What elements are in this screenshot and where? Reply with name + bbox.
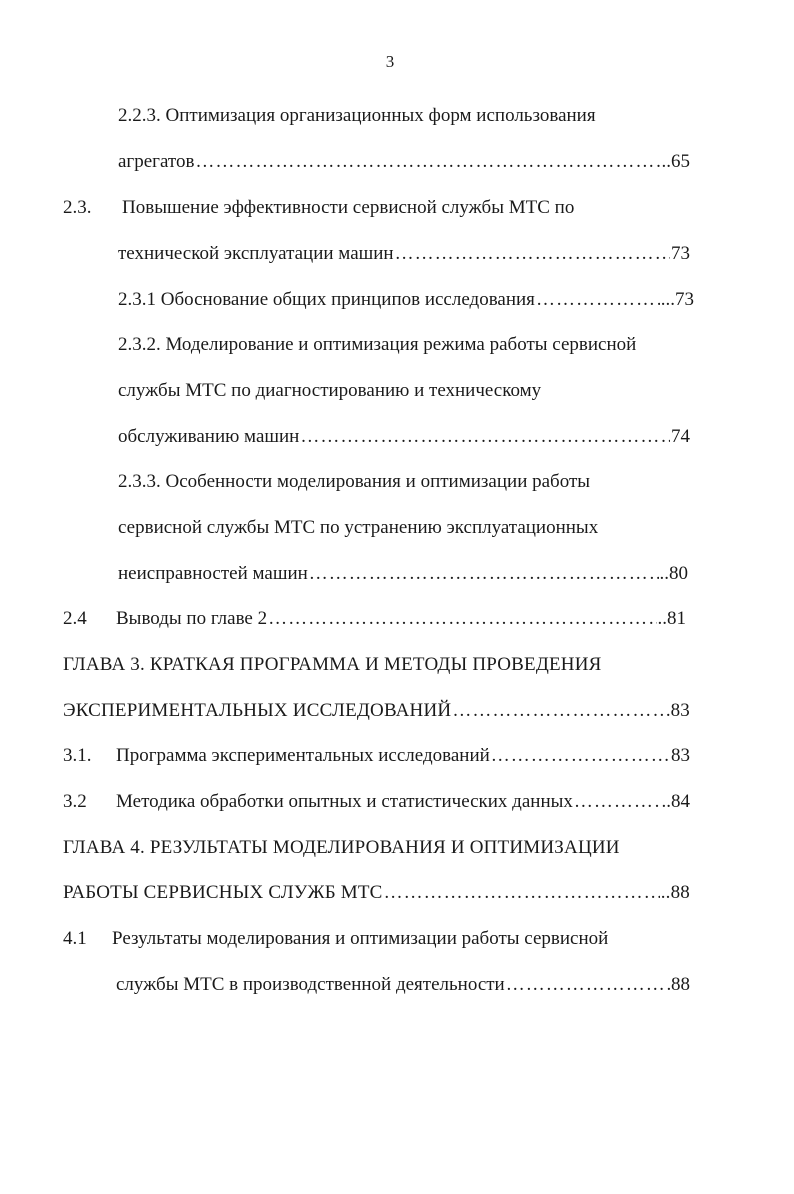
toc-entry-2-3-3-line3: неисправностей машин [118, 563, 308, 584]
toc-entry-3-2-page: ..84 [661, 791, 690, 812]
toc-chapter-3-line2: ЭКСПЕРИМЕНТАЛЬНЫХ ИССЛЕДОВАНИЙ [63, 700, 452, 721]
dot-leader [395, 242, 670, 266]
toc-entry-2-2-3-line2: агрегатов [118, 151, 195, 172]
dot-leader [195, 150, 660, 174]
toc-entry-3-1-number: 3.1. [63, 745, 92, 766]
toc-entry-2-3-2-page: 74 [671, 426, 690, 447]
toc-entry-2-3-2-leader [118, 425, 690, 449]
dot-leader [268, 607, 656, 631]
toc-entry-2-2-3-leader [118, 150, 690, 174]
dot-leader [300, 425, 670, 449]
toc-entry-2-3-2-line3: обслуживанию машин [118, 426, 300, 447]
toc-chapter-4-line1: ГЛАВА 4. РЕЗУЛЬТАТЫ МОДЕЛИРОВАНИЯ И ОПТИМИЗАЦИИ [63, 837, 620, 858]
toc-entry-4-1-page: 88 [671, 974, 690, 995]
toc-chapter-3-line1: ГЛАВА 3. КРАТКАЯ ПРОГРАММА И МЕТОДЫ ПРОВЕДЕНИЯ [63, 654, 602, 675]
dot-leader [452, 699, 669, 723]
toc-entry-2-3-2-line1: 2.3.2. Моделирование и оптимизация режима работы сервисной [118, 334, 637, 355]
dot-leader [309, 562, 659, 586]
toc-entry-2-3-leader [118, 242, 690, 266]
toc-entry-4-1-leader [116, 973, 690, 997]
dot-leader [491, 744, 670, 768]
toc-entry-3-1-leader [116, 744, 690, 768]
toc-chapter-4-page: ..88 [660, 882, 690, 903]
toc-entry-2-4-page: ..81 [657, 608, 686, 629]
toc-entry-2-2-3-line1: 2.2.3. Оптимизация организационных форм использования [118, 105, 596, 126]
toc-entry-3-1-page: 83 [671, 745, 690, 766]
toc-entry-2-4-leader [116, 607, 686, 631]
toc-entry-2-3-line2: технической эксплуатации машин [118, 243, 394, 264]
toc-entry-2-3-3-page: ..80 [659, 563, 688, 584]
toc-entry-3-2-leader [116, 790, 690, 814]
dot-leader [574, 790, 661, 814]
toc-chapter-3-leader [63, 699, 690, 723]
toc-entry-2-3-line1: Повышение эффективности сервисной службы МТС по [122, 197, 575, 218]
toc-entry-2-4-line1: Выводы по главе 2 [116, 608, 268, 629]
toc-entry-2-3-1-leader [118, 288, 694, 312]
toc-entry-2-3-number: 2.3. [63, 197, 92, 218]
toc-entry-3-2-line1: Методика обработки опытных и статистических данных [116, 791, 573, 812]
toc-entry-2-4-number: 2.4 [63, 608, 87, 629]
toc-entry-2-3-2-line2: службы МТС по диагностированию и техническому [118, 380, 542, 401]
toc-entry-3-2-number: 3.2 [63, 791, 87, 812]
toc-entry-2-3-3-line1: 2.3.3. Особенности моделирования и оптимизации работы [118, 471, 591, 492]
page-number: 3 [385, 52, 395, 71]
toc-entry-2-3-3-line2: сервисной службы МТС по устранению эксплуатационных [118, 517, 599, 538]
toc-entry-2-3-1-page: ...73 [660, 289, 694, 310]
toc-entry-2-3-3-leader [118, 562, 688, 586]
dot-leader [536, 288, 660, 312]
toc-entry-2-3-1-line1: 2.3.1 Обоснование общих принципов исследования [118, 289, 535, 310]
toc-entry-4-1-number: 4.1 [63, 928, 87, 949]
dot-leader [506, 973, 670, 997]
toc-chapter-3-page: 83 [670, 700, 690, 721]
toc-chapter-4-line2: РАБОТЫ СЕРВИСНЫХ СЛУЖБ МТС [63, 882, 383, 903]
toc-entry-3-1-line1: Программа экспериментальных исследований [116, 745, 490, 766]
toc-entry-4-1-line1: Результаты моделирования и оптимизации работы сервисной [112, 928, 609, 949]
toc-entry-2-3-page: 73 [671, 243, 690, 264]
toc-entry-4-1-line2: службы МТС в производственной деятельности [116, 974, 505, 995]
toc-entry-2-2-3-page: ..65 [661, 151, 690, 172]
toc-chapter-4-leader [63, 881, 690, 905]
dot-leader [384, 881, 660, 905]
